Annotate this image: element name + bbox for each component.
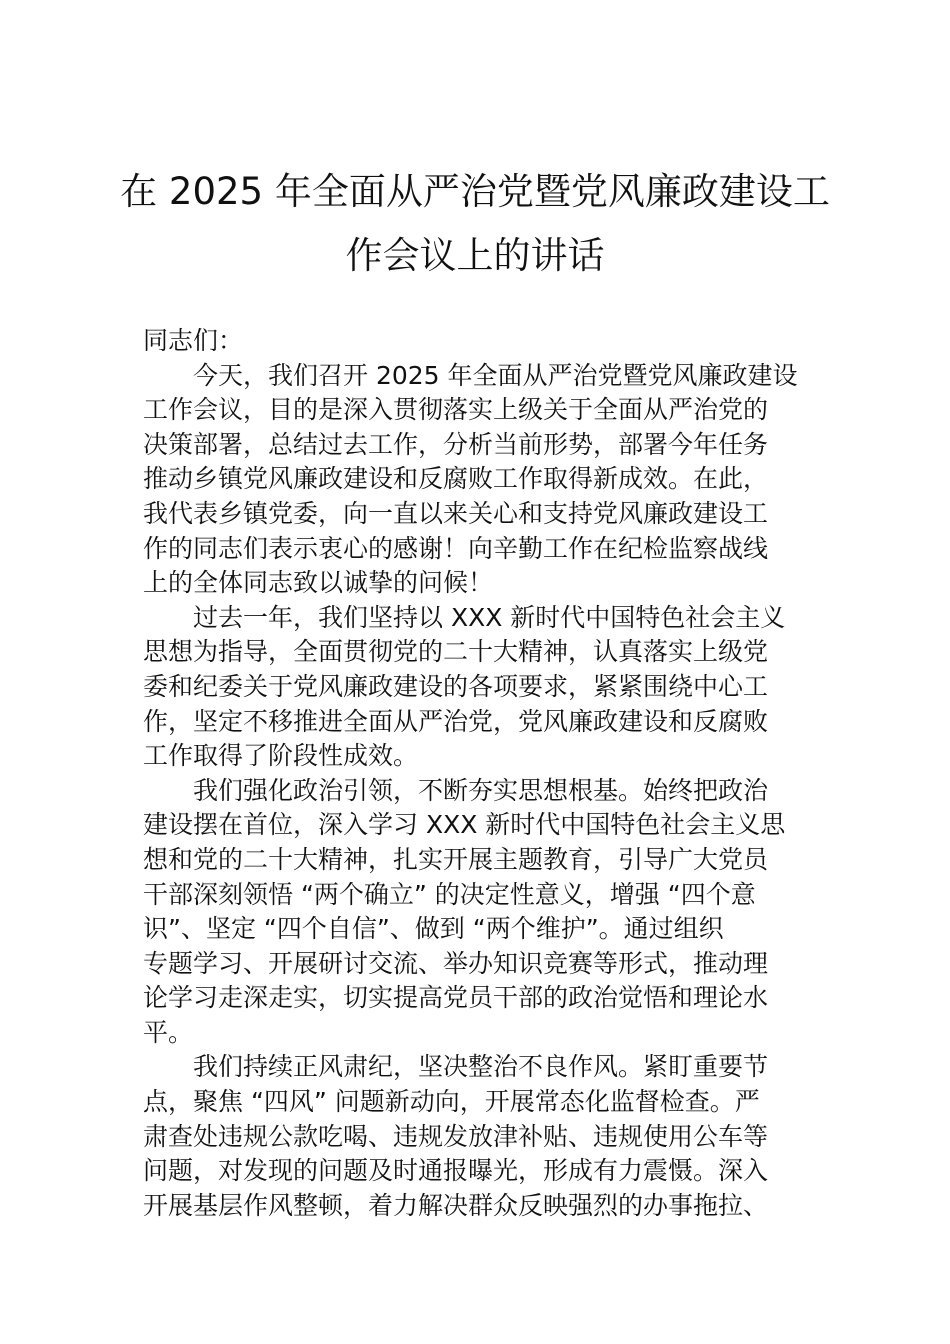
paragraph-line: 上的全体同志致以诚挚的问候！ — [143, 568, 494, 598]
paragraph-line: 今天，我们召开 2025 年全面从严治党暨党风廉政建设 — [193, 360, 798, 390]
paragraph-line: 过去一年，我们坚持以 XXX 新时代中国特色社会主义 — [193, 602, 786, 632]
paragraph-line: 论学习走深走实，切实提高党员干部的政治觉悟和理论水 — [143, 983, 769, 1013]
paragraph-line: 干部深刻领悟 “两个确立” 的决定性意义，增强 “四个意 — [143, 879, 756, 909]
paragraph-line: 委和纪委关于党风廉政建设的各项要求，紧紧围绕中心工 — [143, 671, 769, 701]
paragraph-line: 作的同志们表示衷心的感谢！向辛勤工作在纪检监察战线 — [143, 533, 769, 563]
paragraph-line: 思想为指导，全面贯彻党的二十大精神，认真落实上级党 — [143, 637, 769, 667]
paragraph-line: 推动乡镇党风廉政建设和反腐败工作取得新成效。在此， — [143, 464, 769, 494]
paragraph-line: 我代表乡镇党委，向一直以来关心和支持党风廉政建设工 — [143, 498, 769, 528]
paragraph — [143, 601, 811, 774]
paragraph-line: 平。 — [143, 1017, 194, 1047]
paragraph — [143, 1050, 811, 1223]
paragraph-line: 决策部署，总结过去工作，分析当前形势，部署今年任务 — [143, 429, 769, 459]
paragraph — [143, 359, 811, 601]
paragraph-line: 识”、坚定 “四个自信”、做到 “两个维护”。通过组织 — [143, 914, 724, 944]
paragraph-line: 我们持续正风肃纪，坚决整治不良作风。紧盯重要节 — [193, 1052, 769, 1082]
paragraph-line: 建设摆在首位，深入学习 XXX 新时代中国特色社会主义思 — [143, 810, 786, 840]
paragraph-line: 专题学习、开展研讨交流、举办知识竞赛等形式，推动理 — [143, 948, 769, 978]
paragraph-line: 工作会议，目的是深入贯彻落实上级关于全面从严治党的 — [143, 395, 769, 425]
paragraph-line: 想和党的二十大精神，扎实开展主题教育，引导广大党员 — [143, 844, 769, 874]
paragraph-line: 工作取得了阶段性成效。 — [143, 741, 419, 771]
document-body — [143, 324, 811, 1223]
document-title — [120, 160, 830, 288]
paragraph-line: 作，坚定不移推进全面从严治党，党风廉政建设和反腐败 — [143, 706, 769, 736]
title-line: 作会议上的讲话 — [345, 234, 605, 277]
paragraph-line: 我们强化政治引领，不断夯实思想根基。始终把政治 — [193, 775, 769, 805]
salutation: 同志们： — [143, 326, 244, 355]
paragraph — [143, 774, 811, 1051]
paragraph-line: 开展基层作风整顿，着力解决群众反映强烈的办事拖拉、 — [143, 1190, 769, 1220]
paragraph-line: 问题，对发现的问题及时通报曝光，形成有力震慑。深入 — [143, 1156, 769, 1186]
title-line: 在 2025 年全面从严治党暨党风廉政建设工 — [120, 170, 830, 213]
paragraph-line: 点，聚焦 “四风” 问题新动向，开展常态化监督检查。严 — [143, 1087, 760, 1117]
paragraph-line: 肃查处违规公款吃喝、违规发放津补贴、违规使用公车等 — [143, 1121, 769, 1151]
